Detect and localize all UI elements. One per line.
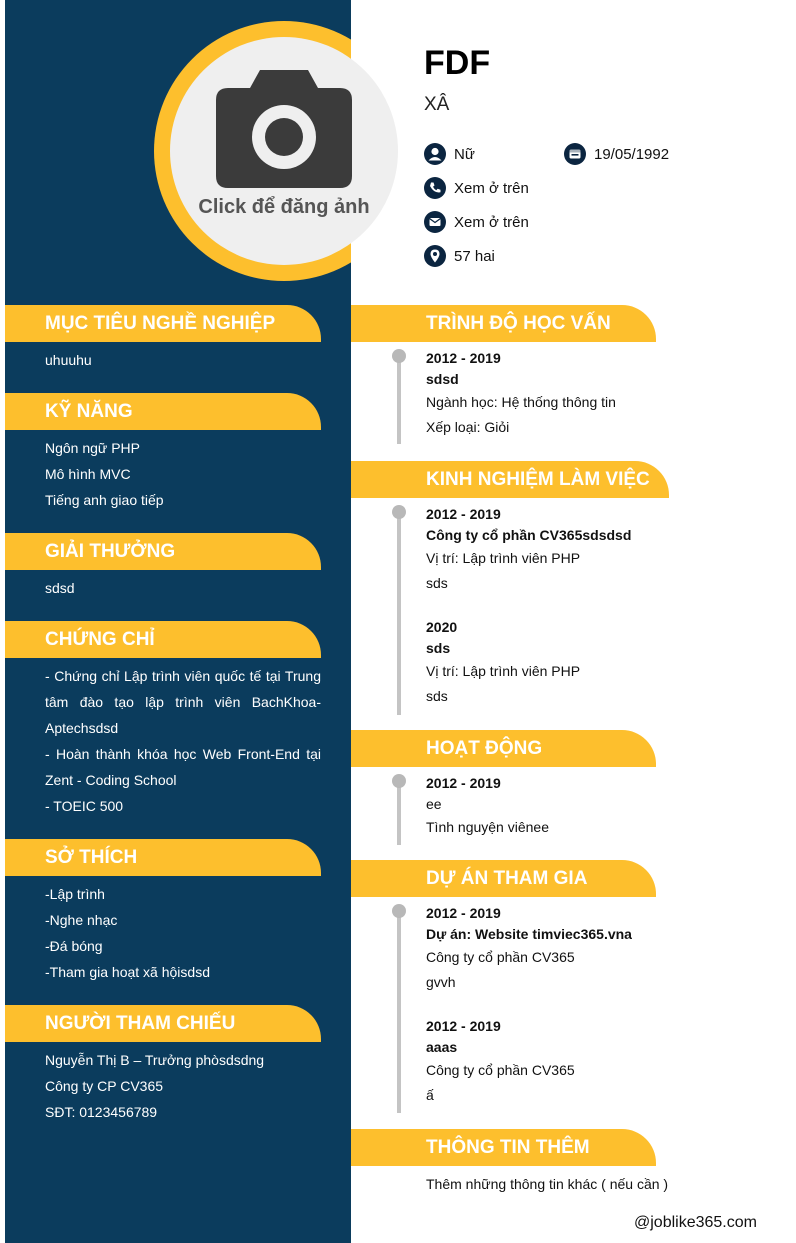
entry-period: 2012 - 2019 [426,1018,501,1034]
section-title: DỰ ÁN THAM GIA [426,868,588,889]
calendar-icon [564,143,586,165]
certificate-item: - Hoàn thành khóa học Web Front-End tại Zent - Coding School [45,746,321,788]
birthday-value[interactable]: 19/05/1992 [594,145,670,163]
education-entry[interactable] [426,348,766,440]
photo-upload-label[interactable]: Click để đăng ảnh [198,196,370,218]
address-value[interactable]: 57 hai [454,247,495,265]
section-header-experience [351,461,669,498]
entry-detail: sds [426,688,448,704]
entry-detail: ấ [426,1087,434,1103]
more-info-text[interactable] [426,1172,766,1197]
phone-icon [424,177,446,199]
entry-period: 2012 - 2019 [426,775,501,791]
timeline-line [397,512,401,715]
skill-item: Mô hình MVC [45,466,131,482]
person-icon [424,143,446,165]
section-title: KINH NGHIỆM LÀM VIỆC [426,469,650,490]
objective-line: uhuuhu [45,352,92,368]
entry-name: Công ty cổ phần CV365sdsdsd [426,527,632,543]
entry-detail: Ngành học: Hệ thống thông tin [426,394,616,410]
entry-detail: sds [426,575,448,591]
entry-detail: Vị trí: Lập trình viên PHP [426,550,581,566]
timeline-dot [392,505,406,519]
section-header-education [351,305,656,342]
certificates-list[interactable] [45,663,321,819]
skill-item: Tiếng anh giao tiếp [45,492,164,508]
entry-name: sdsd [426,371,459,387]
entry-detail: gvvh [426,974,456,990]
email-row [424,211,529,233]
timeline-dot [392,774,406,788]
section-header-activities [351,730,656,767]
section-header-skills [5,393,321,430]
candidate-name[interactable]: FDF [424,44,491,82]
timeline-line [397,911,401,1113]
certificate-item: - TOEIC 500 [45,798,124,814]
project-entry[interactable] [426,903,766,995]
entry-period: 2012 - 2019 [426,905,501,921]
section-title: MỤC TIÊU NGHỀ NGHIỆP [45,313,276,334]
entry-name: sds [426,640,451,656]
location-pin-icon [424,245,446,267]
section-title: THÔNG TIN THÊM [426,1137,590,1158]
entry-period: 2012 - 2019 [426,506,501,522]
phone-value[interactable]: Xem ở trên [454,179,529,197]
section-header-projects [351,860,656,897]
gender-value[interactable]: Nữ [454,145,475,163]
experience-entry[interactable] [426,617,766,709]
references-list[interactable] [45,1047,321,1125]
hobby-item: -Nghe nhạc [45,912,118,928]
entry-detail: Tình nguyện viênee [426,819,549,835]
entry-detail: Công ty cổ phần CV365 [426,1062,575,1078]
footer-watermark: @joblike365.com [634,1214,757,1231]
address-row [424,245,495,267]
timeline-dot [392,349,406,363]
timeline-line [397,356,401,444]
timeline-dot [392,904,406,918]
phone-row [424,177,529,199]
reference-item: SĐT: 0123456789 [45,1104,158,1120]
experience-entry[interactable] [426,504,766,596]
reference-item: Công ty CP CV365 [45,1078,164,1094]
entry-period: 2012 - 2019 [426,350,501,366]
job-title[interactable]: XÂ [424,94,450,115]
section-header-references [5,1005,321,1042]
skill-item: Ngôn ngữ PHP [45,440,140,456]
section-title: CHỨNG CHỈ [45,629,155,650]
hobby-item: -Đá bóng [45,938,103,954]
project-entry[interactable] [426,1016,766,1108]
envelope-icon [424,211,446,233]
hobby-item: -Lập trình [45,886,105,902]
skills-list[interactable] [45,435,321,513]
section-title: NGƯỜI THAM CHIẾU [45,1013,236,1034]
award-line: sdsd [45,580,75,596]
reference-item: Nguyễn Thị B – Trưởng phòsdsdng [45,1052,265,1068]
entry-detail: Vị trí: Lập trình viên PHP [426,663,581,679]
section-header-certificates [5,621,321,658]
gender-row [424,143,475,165]
hobbies-list[interactable] [45,881,321,985]
activity-entry[interactable] [426,773,766,840]
timeline-line [397,781,401,845]
more-info-line: Thêm những thông tin khác ( nếu cần ) [426,1176,669,1192]
entry-name: aaas [426,1039,458,1055]
email-value[interactable]: Xem ở trên [454,213,529,231]
section-title: KỸ NĂNG [45,401,133,422]
entry-detail: Công ty cổ phần CV365 [426,949,575,965]
section-title: SỞ THÍCH [45,847,138,868]
hobby-item: -Tham gia hoạt xã hộisdsd [45,964,210,980]
entry-period: 2020 [426,619,458,635]
section-title: GIẢI THƯỞNG [45,541,176,562]
awards-text[interactable] [45,575,321,601]
section-header-hobbies [5,839,321,876]
entry-name: ee [426,796,442,812]
certificate-item: - Chứng chỉ Lập trình viên quốc tế tại Trung tâm đào tạo lập trình viên BachKhoa-Aptechsdsd [45,668,321,736]
section-header-awards [5,533,321,570]
section-title: TRÌNH ĐỘ HỌC VẤN [426,313,611,334]
entry-name: Dự án: Website timviec365.vna [426,926,632,942]
entry-detail: Xếp loại: Giỏi [426,419,510,435]
birthday-row [564,143,669,165]
camera-icon[interactable] [216,70,352,188]
section-header-objective [5,305,321,342]
section-header-more-info [351,1129,656,1166]
section-title: HOẠT ĐỘNG [426,738,543,759]
objective-text[interactable] [45,347,321,373]
